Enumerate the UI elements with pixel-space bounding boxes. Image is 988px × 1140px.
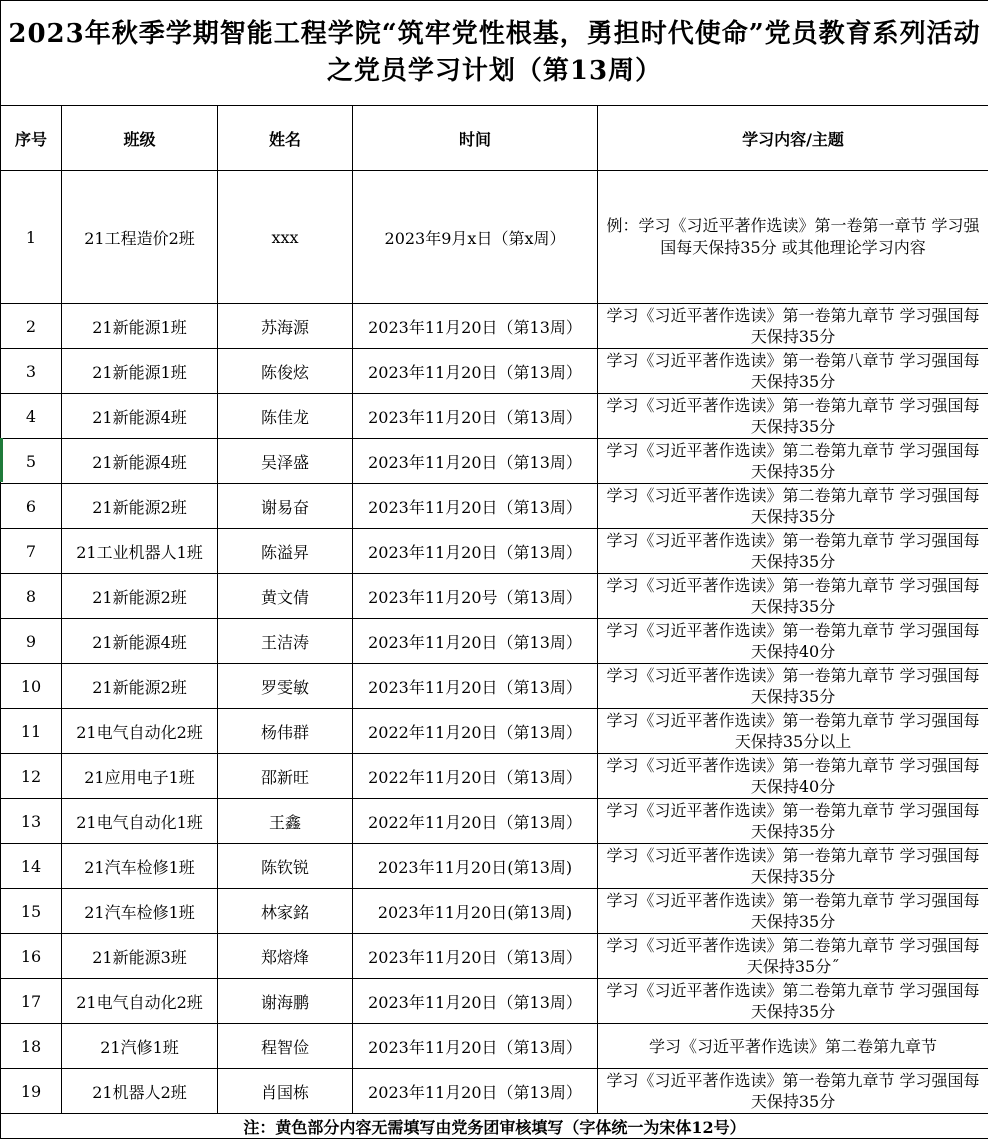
cell-time[interactable]: 2023年11月20日（第13周） <box>353 934 598 979</box>
cell-name[interactable]: 王鑫 <box>218 799 353 844</box>
content-text: 学习《习近平著作选读》第二卷第九章节 学习强国每天保持35分 <box>606 441 980 481</box>
cell-class[interactable]: 21新能源2班 <box>62 484 218 529</box>
cell-seq[interactable]: 7 <box>1 529 62 574</box>
cell-time[interactable]: 2023年9月x日（第x周） <box>353 171 598 304</box>
cell-time[interactable]: 2023年11月20日(第13周) <box>353 844 598 889</box>
cell-content[interactable] <box>598 934 988 979</box>
cell-seq[interactable]: 18 <box>1 1024 62 1069</box>
content-text: 学习《习近平著作选读》第一卷第九章节 学习强国每天保持35分 <box>606 576 980 616</box>
cell-seq[interactable]: 16 <box>1 934 62 979</box>
cell-time[interactable]: 2022年11月20日（第13周） <box>353 754 598 799</box>
cell-time[interactable]: 2023年11月20日（第13周） <box>353 394 598 439</box>
cell-time[interactable]: 2023年11月20号（第13周） <box>353 574 598 619</box>
table-row <box>1 754 988 799</box>
cell-content[interactable] <box>598 619 988 664</box>
cell-name[interactable]: 杨伟群 <box>218 709 353 754</box>
cell-name[interactable]: 谢易奋 <box>218 484 353 529</box>
cell-time[interactable]: 2023年11月20日（第13周） <box>353 1024 598 1069</box>
cell-name[interactable]: 陈钦锐 <box>218 844 353 889</box>
cell-seq[interactable]: 2 <box>1 304 62 349</box>
cell-content[interactable] <box>598 304 988 349</box>
table-row <box>1 484 988 529</box>
content-text: 学习《习近平著作选读》第一卷第八章节 学习强国每天保持35分 <box>606 351 980 391</box>
cell-seq[interactable]: 11 <box>1 709 62 754</box>
cell-time[interactable]: 2023年11月20日（第13周） <box>353 349 598 394</box>
cell-name[interactable]: 王洁涛 <box>218 619 353 664</box>
cell-class[interactable]: 21新能源4班 <box>62 619 218 664</box>
cell-content[interactable] <box>598 529 988 574</box>
table-row <box>1 394 988 439</box>
cell-class[interactable]: 21新能源1班 <box>62 349 218 394</box>
cell-name[interactable]: 谢海鹏 <box>218 979 353 1024</box>
cell-seq[interactable]: 5 <box>1 439 62 484</box>
cell-content[interactable] <box>598 439 988 484</box>
content-text: 学习《习近平著作选读》第二卷第九章节 <box>649 1036 938 1056</box>
cell-class[interactable]: 21新能源2班 <box>62 574 218 619</box>
content-text: 学习《习近平著作选读》第一卷第九章节 学习强国每天保持35分 <box>606 891 980 931</box>
cell-content[interactable] <box>598 394 988 439</box>
table-row <box>1 574 988 619</box>
cell-seq[interactable]: 8 <box>1 574 62 619</box>
cell-name[interactable]: 吴泽盛 <box>218 439 353 484</box>
cell-seq[interactable]: 14 <box>1 844 62 889</box>
header-content[interactable]: 学习内容/主题 <box>598 106 988 171</box>
cell-content[interactable] <box>598 709 988 754</box>
cell-name[interactable]: 黄文倩 <box>218 574 353 619</box>
sheet-title[interactable]: 2023年秋季学期智能工程学院“筑牢党性根基，勇担时代使命”党员教育系列活动之党员学习计划（第13周） <box>1 1 988 106</box>
cell-content[interactable] <box>598 844 988 889</box>
cell-name[interactable]: 郑熔烽 <box>218 934 353 979</box>
cell-seq[interactable]: 10 <box>1 664 62 709</box>
cell-class[interactable]: 21新能源2班 <box>62 664 218 709</box>
cell-class[interactable]: 21汽车检修1班 <box>62 889 218 934</box>
cell-seq[interactable]: 9 <box>1 619 62 664</box>
cell-time[interactable]: 2023年11月20日（第13周） <box>353 304 598 349</box>
cell-time[interactable]: 2023年11月20日（第13周） <box>353 979 598 1024</box>
content-text: 学习《习近平著作选读》第一卷第九章节 学习强国每天保持35分 <box>606 846 980 886</box>
cell-name[interactable]: 罗雯敏 <box>218 664 353 709</box>
content-text: 学习《习近平著作选读》第一卷第九章节 学习强国每天保持35分 <box>606 801 980 841</box>
cell-content[interactable] <box>598 171 988 304</box>
table-row <box>1 844 988 889</box>
cell-class[interactable]: 21电气自动化2班 <box>62 709 218 754</box>
cell-seq[interactable]: 19 <box>1 1069 62 1114</box>
cell-seq[interactable]: 12 <box>1 754 62 799</box>
table-row <box>1 664 988 709</box>
cell-seq[interactable]: 15 <box>1 889 62 934</box>
cell-time[interactable]: 2023年11月20日(第13周) <box>353 889 598 934</box>
content-text: 学习《习近平著作选读》第一卷第九章节 学习强国每天保持35分 <box>606 531 980 571</box>
header-class[interactable]: 班级 <box>62 106 218 171</box>
cell-class[interactable]: 21汽车检修1班 <box>62 844 218 889</box>
cell-time[interactable]: 2023年11月20日（第13周） <box>353 619 598 664</box>
cell-class[interactable]: 21新能源3班 <box>62 934 218 979</box>
cell-time[interactable]: 2023年11月20日（第13周） <box>353 1069 598 1114</box>
cell-class[interactable]: 21新能源4班 <box>62 394 218 439</box>
cell-time[interactable]: 2023年11月20日（第13周） <box>353 484 598 529</box>
cell-class[interactable]: 21工业机器人1班 <box>62 529 218 574</box>
cell-content[interactable] <box>598 664 988 709</box>
content-text: 学习《习近平著作选读》第一卷第九章节 学习强国每天保持40分 <box>606 621 980 661</box>
content-text: 学习《习近平著作选读》第一卷第九章节 学习强国每天保持35分 <box>606 396 980 436</box>
cell-seq[interactable]: 17 <box>1 979 62 1024</box>
table-row <box>1 889 988 934</box>
cell-seq[interactable]: 6 <box>1 484 62 529</box>
content-text: 学习《习近平著作选读》第二卷第九章节 学习强国每天保持35分 <box>606 486 980 526</box>
cell-name[interactable]: 苏海源 <box>218 304 353 349</box>
cell-seq[interactable]: 13 <box>1 799 62 844</box>
cell-class[interactable]: 21工程造价2班 <box>62 171 218 304</box>
cell-class[interactable]: 21汽修1班 <box>62 1024 218 1069</box>
table-row <box>1 934 988 979</box>
cell-name[interactable]: 陈俊炫 <box>218 349 353 394</box>
content-text: 学习《习近平著作选读》第一卷第九章节 学习强国每天保持35分 <box>606 306 980 346</box>
cell-time[interactable]: 2023年11月20日（第13周） <box>353 664 598 709</box>
cell-content[interactable] <box>598 799 988 844</box>
table-row <box>1 304 988 349</box>
footer-note[interactable]: 注：黄色部分内容无需填写由党务团审核填写（字体统一为宋体12号） <box>1 1114 988 1139</box>
cell-content[interactable] <box>598 574 988 619</box>
table-row <box>1 709 988 754</box>
table-row <box>1 529 988 574</box>
cell-name[interactable]: 陈溢昇 <box>218 529 353 574</box>
header-seq[interactable]: 序号 <box>1 106 62 171</box>
cell-class[interactable]: 21电气自动化1班 <box>62 799 218 844</box>
content-text: 学习《习近平著作选读》第二卷第九章节 学习强国每天保持35分 <box>606 981 980 1021</box>
cell-time[interactable]: 2023年11月20日（第13周） <box>353 529 598 574</box>
cell-seq[interactable]: 1 <box>1 171 62 304</box>
cell-class[interactable]: 21机器人2班 <box>62 1069 218 1114</box>
cell-class[interactable]: 21新能源4班 <box>62 439 218 484</box>
cell-name[interactable]: 邵新旺 <box>218 754 353 799</box>
cell-class[interactable]: 21新能源1班 <box>62 304 218 349</box>
table-row <box>1 1069 988 1114</box>
table-row <box>1 979 988 1024</box>
content-text: 学习《习近平著作选读》第二卷第九章节 学习强国每天保持35分˝ <box>606 936 980 976</box>
header-name[interactable]: 姓名 <box>218 106 353 171</box>
cell-time[interactable]: 2023年11月20日（第13周） <box>353 439 598 484</box>
content-text: 学习《习近平著作选读》第一卷第九章节 学习强国每天保持40分 <box>606 756 980 796</box>
content-text: 学习《习近平著作选读》第一卷第九章节 学习强国每天保持35分 <box>606 1071 980 1111</box>
table-row <box>1 799 988 844</box>
content-text: 学习《习近平著作选读》第一卷第九章节 学习强国每天保持35分 <box>606 666 980 706</box>
table-row <box>1 349 988 394</box>
cell-content[interactable] <box>598 889 988 934</box>
cell-content[interactable] <box>598 1069 988 1114</box>
cell-content[interactable] <box>598 754 988 799</box>
cell-time[interactable]: 2022年11月20日（第13周） <box>353 799 598 844</box>
table-row <box>1 1024 988 1069</box>
cell-content[interactable] <box>598 979 988 1024</box>
header-row <box>1 106 988 171</box>
active-row-marker <box>0 438 3 482</box>
content-text: 学习《习近平著作选读》第一卷第九章节 学习强国每天保持35分以上 <box>606 711 980 751</box>
header-time[interactable]: 时间 <box>353 106 598 171</box>
cell-name[interactable]: 陈佳龙 <box>218 394 353 439</box>
cell-content[interactable] <box>598 349 988 394</box>
cell-seq[interactable]: 4 <box>1 394 62 439</box>
content-text: 例：学习《习近平著作选读》第一卷第一章节 学习强国每天保持35分 或其他理论学习内容 <box>606 216 980 257</box>
cell-class[interactable]: 21电气自动化2班 <box>62 979 218 1024</box>
cell-content[interactable] <box>598 484 988 529</box>
table-row <box>1 619 988 664</box>
cell-time[interactable]: 2022年11月20日（第13周） <box>353 709 598 754</box>
cell-class[interactable]: 21应用电子1班 <box>62 754 218 799</box>
cell-name[interactable]: 程智俭 <box>218 1024 353 1069</box>
cell-name[interactable]: 肖国栋 <box>218 1069 353 1114</box>
footer-row <box>1 1114 988 1139</box>
cell-name[interactable]: 林家銘 <box>218 889 353 934</box>
cell-content[interactable] <box>598 1024 988 1069</box>
cell-name[interactable]: xxx <box>218 171 353 304</box>
table-row <box>1 439 988 484</box>
table-row <box>1 171 988 304</box>
cell-seq[interactable]: 3 <box>1 349 62 394</box>
